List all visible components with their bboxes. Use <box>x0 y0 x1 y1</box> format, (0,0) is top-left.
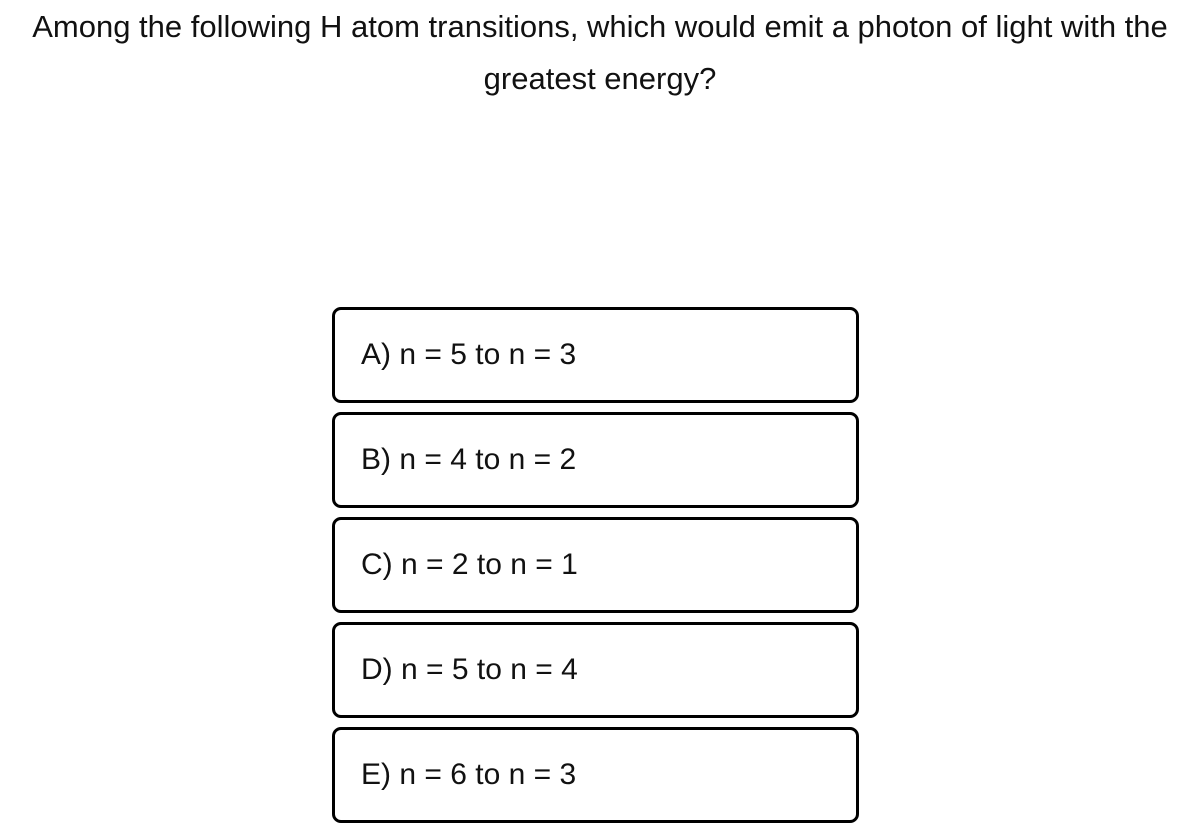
option-d-label: D) n = 5 to n = 4 <box>361 653 578 686</box>
option-a-button[interactable] <box>332 307 859 403</box>
option-c-button[interactable] <box>332 517 859 613</box>
option-e-label: E) n = 6 to n = 3 <box>361 758 577 791</box>
option-a-label: A) n = 5 to n = 3 <box>361 338 577 371</box>
option-d-button[interactable] <box>332 622 859 718</box>
option-c-label: C) n = 2 to n = 1 <box>361 548 578 581</box>
option-b-label: B) n = 4 to n = 2 <box>361 443 577 476</box>
option-e-button[interactable] <box>332 727 859 823</box>
option-b-button[interactable] <box>332 412 859 508</box>
question-text: Among the following H atom transitions, which would emit a photon of light with the greatest energy? <box>32 9 1168 96</box>
answer-options <box>332 307 859 832</box>
